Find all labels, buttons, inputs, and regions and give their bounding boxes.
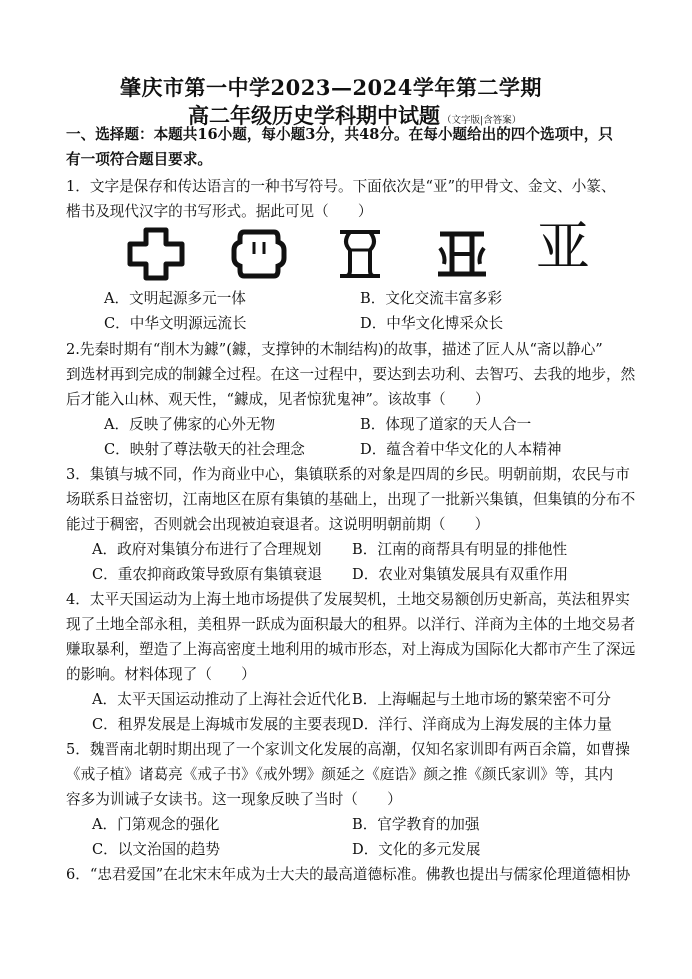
q6-line1: 6．“忠君爱国”在北宋末年成为士大夫的最高道德标准。佛教也提出与儒家伦理道德相协 [66,866,631,883]
section-heading-line2: 有一项符合题目要求。 [66,151,212,168]
q1-line1: 1．文字是保存和传达语言的一种书写符号。下面依次是“亚”的甲骨文、金文、小篆、 [66,178,616,195]
q2-line2: 到选材再到完成的制鐻全过程。在这一过程中，要达到去功利、去智巧、去我的地步，然 [66,366,636,383]
q3-option-d: D．农业对集镇发展具有双重作用 [352,566,569,583]
q1-option-d: D．中华文化博采众长 [360,315,504,332]
q4-line1: 4．太平天国运动为上海土地市场提供了发展契机，土地交易额创历史新高，英法租界实 [66,591,630,608]
q2-option-d: D．蕴含着中华文化的人本精神 [360,441,562,458]
q2-line3: 后才能入山林、观天性，“鐻成，见者惊犹鬼神”。该故事（ ） [66,391,490,408]
regular-ya-icon [434,226,490,282]
q3-option-a: A．政府对集镇分布进行了合理规划 [92,541,322,558]
q5-line2: 《戒子植》诸葛亮《戒子书》《戒外甥》颜延之《庭诰》颜之推《颜氏家训》等，其内 [66,766,614,783]
q4-option-b: B．上海崛起与土地市场的繁荣密不可分 [352,691,611,708]
q5-option-d: D．文化的多元发展 [352,841,481,858]
exam-title-note: （文字版|含答案） [442,115,522,126]
q4-line4: 的影响。材料体现了（ ） [66,666,256,683]
ya-evolution-figure [126,215,596,282]
modern-ya-icon: 亚 [536,215,590,278]
q1-option-c: C．中华文明源远流长 [104,315,247,332]
q3-line1: 3．集镇与城不同，作为商业中心，集镇联系的对象是四周的乡民。明朝前期，农民与市 [66,466,630,483]
q2-option-a: A．反映了佛家的心外无物 [104,416,276,433]
q5-line3: 容多为训诫子女读书。这一现象反映了当时（ ） [66,791,402,808]
oracle-bone-ya-icon [126,226,186,282]
exam-subtitle: 高二年级历史学科期中试题 [188,103,440,128]
q4-option-c: C．租界发展是上海城市发展的主要表现 [92,716,352,733]
section-heading-line1: 一、选择题：本题共16小题，每小题3分，共48分。在每小题给出的四个选项中，只 [66,126,613,143]
q3-line2: 场联系日益密切，江南地区在原有集镇的基础上，出现了一批新兴集镇，但集镇的分布不 [66,491,636,508]
q2-option-b: B．体现了道家的天人合一 [360,416,532,433]
q3-option-c: C．重农抑商政策导致原有集镇衰退 [92,566,323,583]
seal-ya-icon [334,226,386,282]
q5-option-c: C．以文治国的趋势 [92,841,220,858]
q4-option-d: D．洋行、洋商成为上海发展的主体力量 [352,716,612,733]
q5-option-b: B．官学教育的加强 [352,816,480,833]
q4-line2: 现了土地全部永租，美租界一跃成为面积最大的租界。以洋行、洋商为主体的土地交易者 [66,616,636,633]
q4-option-a: A．太平天国运动推动了上海社会近代化 [92,691,351,708]
q3-line3: 能过于稠密，否则就会出现被迫衰退者。这说明明朝前期（ ） [66,516,490,533]
bronze-ya-icon [230,226,288,282]
q2-line1: 2.先秦时期有“削木为鐻”(鐻，支撑钟的木制结构)的故事，描述了匠人从“斋以静心” [66,341,603,358]
q1-option-a: A．文明起源多元一体 [104,290,246,307]
q2-option-c: C．映射了尊法敬天的社会理念 [104,441,305,458]
exam-title-line1: 肇庆市第一中学2023—2024学年第二学期 [120,75,542,100]
q1-option-b: B．文化交流丰富多彩 [360,290,503,307]
q5-line1: 5．魏晋南北朝时期出现了一个家训文化发展的高潮，仅知名家训即有两百余篇，如曹操 [66,741,630,758]
q4-line3: 赚取暴利，塑造了上海高密度土地利用的城市形态，对上海成为国际化大都市产生了深远 [66,641,636,658]
q1-line2: 楷书及现代汉字的书写形式。据此可见（ ） [66,203,373,220]
q5-option-a: A．门第观念的强化 [92,816,220,833]
q3-option-b: B．江南的商帮具有明显的排他性 [352,541,568,558]
